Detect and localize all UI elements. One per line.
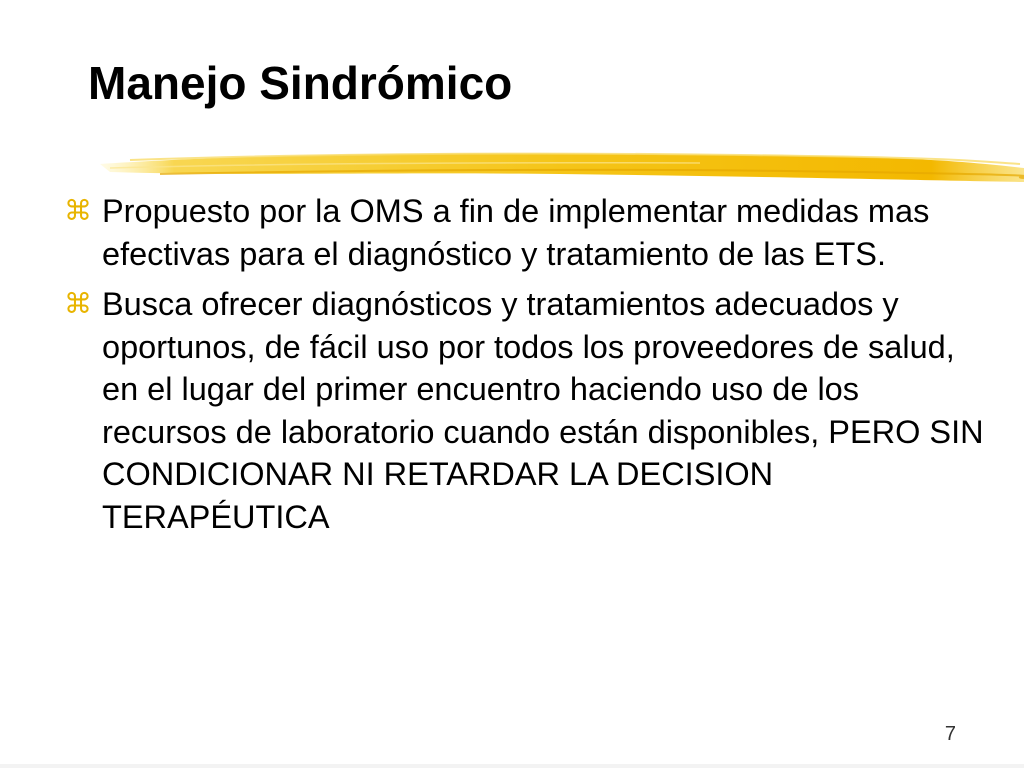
bullet-item xyxy=(64,190,984,275)
bottom-band xyxy=(0,764,1024,768)
title-underline-brushstroke xyxy=(100,146,1024,190)
page-number: 7 xyxy=(944,723,956,745)
bullet-text: Propuesto por la OMS a fin de implementar medidas mas efectivas para el diagnóstico y tratamiento de las ETS. xyxy=(102,193,930,272)
command-key-icon: ⌘ xyxy=(64,194,92,227)
command-key-icon: ⌘ xyxy=(64,287,92,320)
bullet-text: Busca ofrecer diagnósticos y tratamientos adecuados y oportunos, de fácil uso por todos los proveedores de salud, en el lugar del primer encuentro haciendo uso de los recursos de laboratorio cuando están disponibles, PERO SIN CONDICIONAR NI RETARDAR LA DECISION TERAPÉUTICA xyxy=(102,286,984,535)
bullet-item xyxy=(64,283,984,538)
slide-title: Manejo Sindrómico xyxy=(88,57,513,109)
bullet-list xyxy=(64,190,984,546)
